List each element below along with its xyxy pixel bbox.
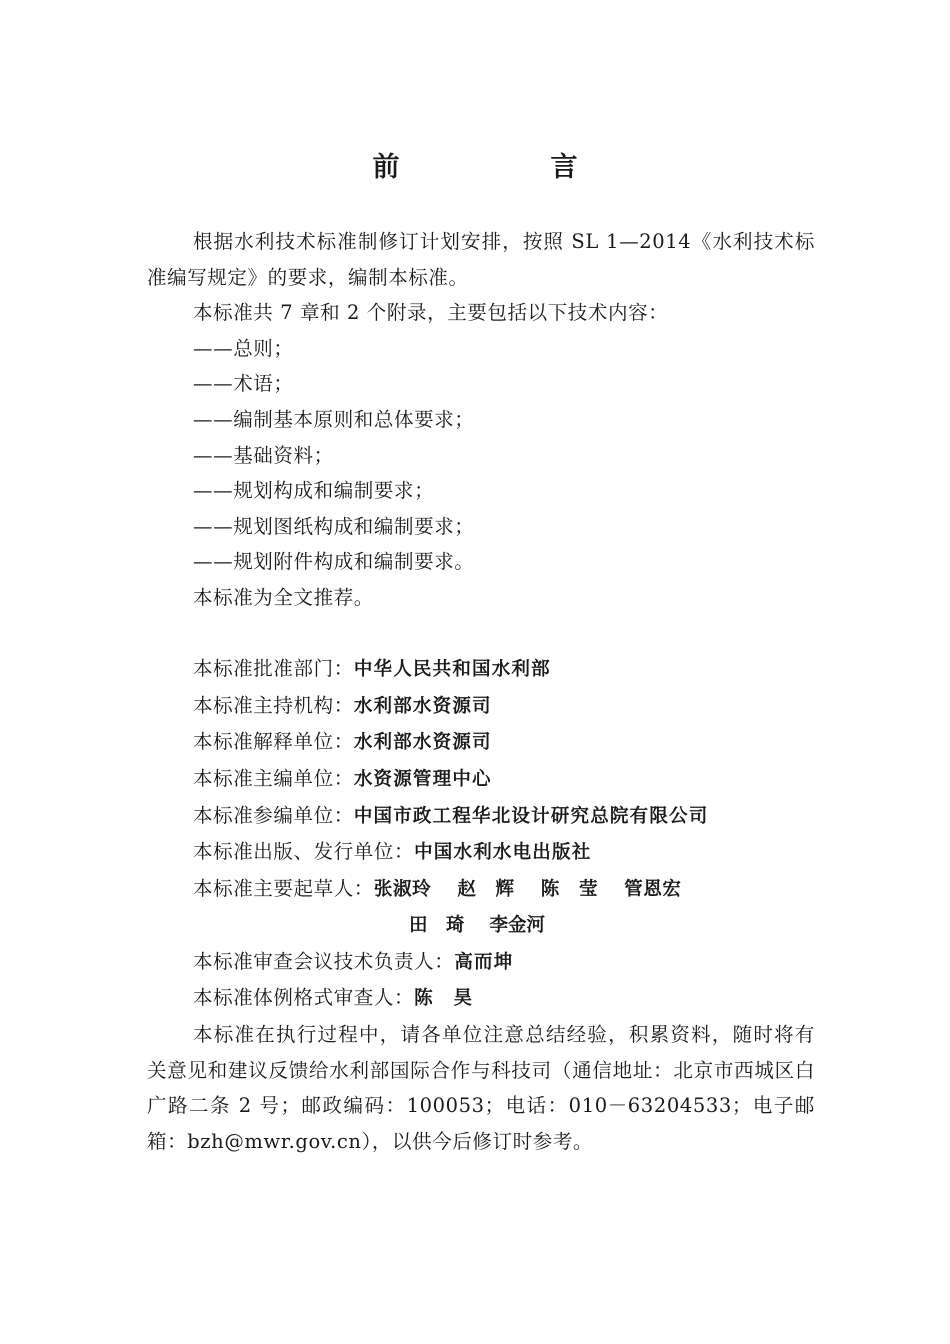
info-label: 本标准主持机构： (193, 693, 354, 717)
info-label: 本标准批准部门： (193, 657, 354, 681)
list-item: ——编制基本原则和总体要求； (193, 407, 475, 431)
drafter-names: 田 琦 李金河 (409, 915, 545, 937)
drafter-names: 张淑玲 赵 辉 陈 莹 管恩宏 (373, 878, 682, 900)
chief-editor-unit (147, 761, 815, 798)
list-item: ——术语； (193, 372, 294, 396)
spacer (147, 616, 815, 652)
participating-unit (147, 798, 815, 835)
info-value: 水利部水资源司 (353, 695, 492, 717)
info-label: 本标准审查会议技术负责人： (193, 949, 455, 973)
host-organization (147, 688, 815, 725)
info-value: 水资源管理中心 (353, 768, 492, 790)
info-label: 本标准主要起草人： (193, 876, 374, 900)
interpretation-unit (147, 724, 815, 761)
content-summary: 本标准共 7 章和 2 个附录，主要包括以下技术内容： (193, 301, 669, 325)
info-value: 高而坤 (454, 951, 514, 973)
list-item: ——总则； (193, 336, 294, 360)
list-item: ——规划附件构成和编制要求。 (193, 550, 475, 574)
info-label: 本标准参编单位： (193, 803, 354, 827)
info-label: 本标准体例格式审查人： (193, 986, 415, 1010)
info-value: 水利部水资源司 (353, 732, 492, 754)
info-value: 中华人民共和国水利部 (353, 659, 551, 681)
info-value: 中国市政工程华北设计研究总院有限公司 (353, 805, 709, 827)
main-drafters (147, 871, 815, 908)
info-value: 陈 昊 (414, 988, 474, 1010)
publisher (147, 834, 815, 871)
info-label: 本标准解释单位： (193, 730, 354, 754)
recommendation-note: 本标准为全文推荐。 (193, 585, 374, 609)
page-title: 前 言 (372, 152, 640, 183)
info-label: 本标准出版、发行单位： (193, 840, 415, 864)
list-item: ——基础资料； (193, 443, 334, 467)
format-reviewer (147, 980, 815, 1017)
list-item: ——规划图纸构成和编制要求； (193, 514, 475, 538)
info-label: 本标准主编单位： (193, 766, 354, 790)
preface-body (147, 224, 815, 1159)
technical-reviewer (147, 944, 815, 981)
info-value: 中国水利水电出版社 (414, 842, 592, 864)
intro-paragraph: 根据水利技术标准制修订计划安排，按照 SL 1—2014《水利技术标准编写规定》的要求，编制本标准。 (147, 230, 815, 289)
closing-paragraph: 本标准在执行过程中，请各单位注意总结经验，积累资料，随时将有关意见和建议反馈给水利部国际合作与科技司（通信地址：北京市西城区白广路二条 2 号；邮政编码：100053；电话：010－63204533；电子邮箱：bzh@mwr.gov.cn），以供今后修订时参考。 (147, 1023, 815, 1153)
list-item: ——规划构成和编制要求； (193, 479, 435, 503)
approval-department (147, 651, 815, 688)
main-drafters-continued (147, 907, 815, 944)
